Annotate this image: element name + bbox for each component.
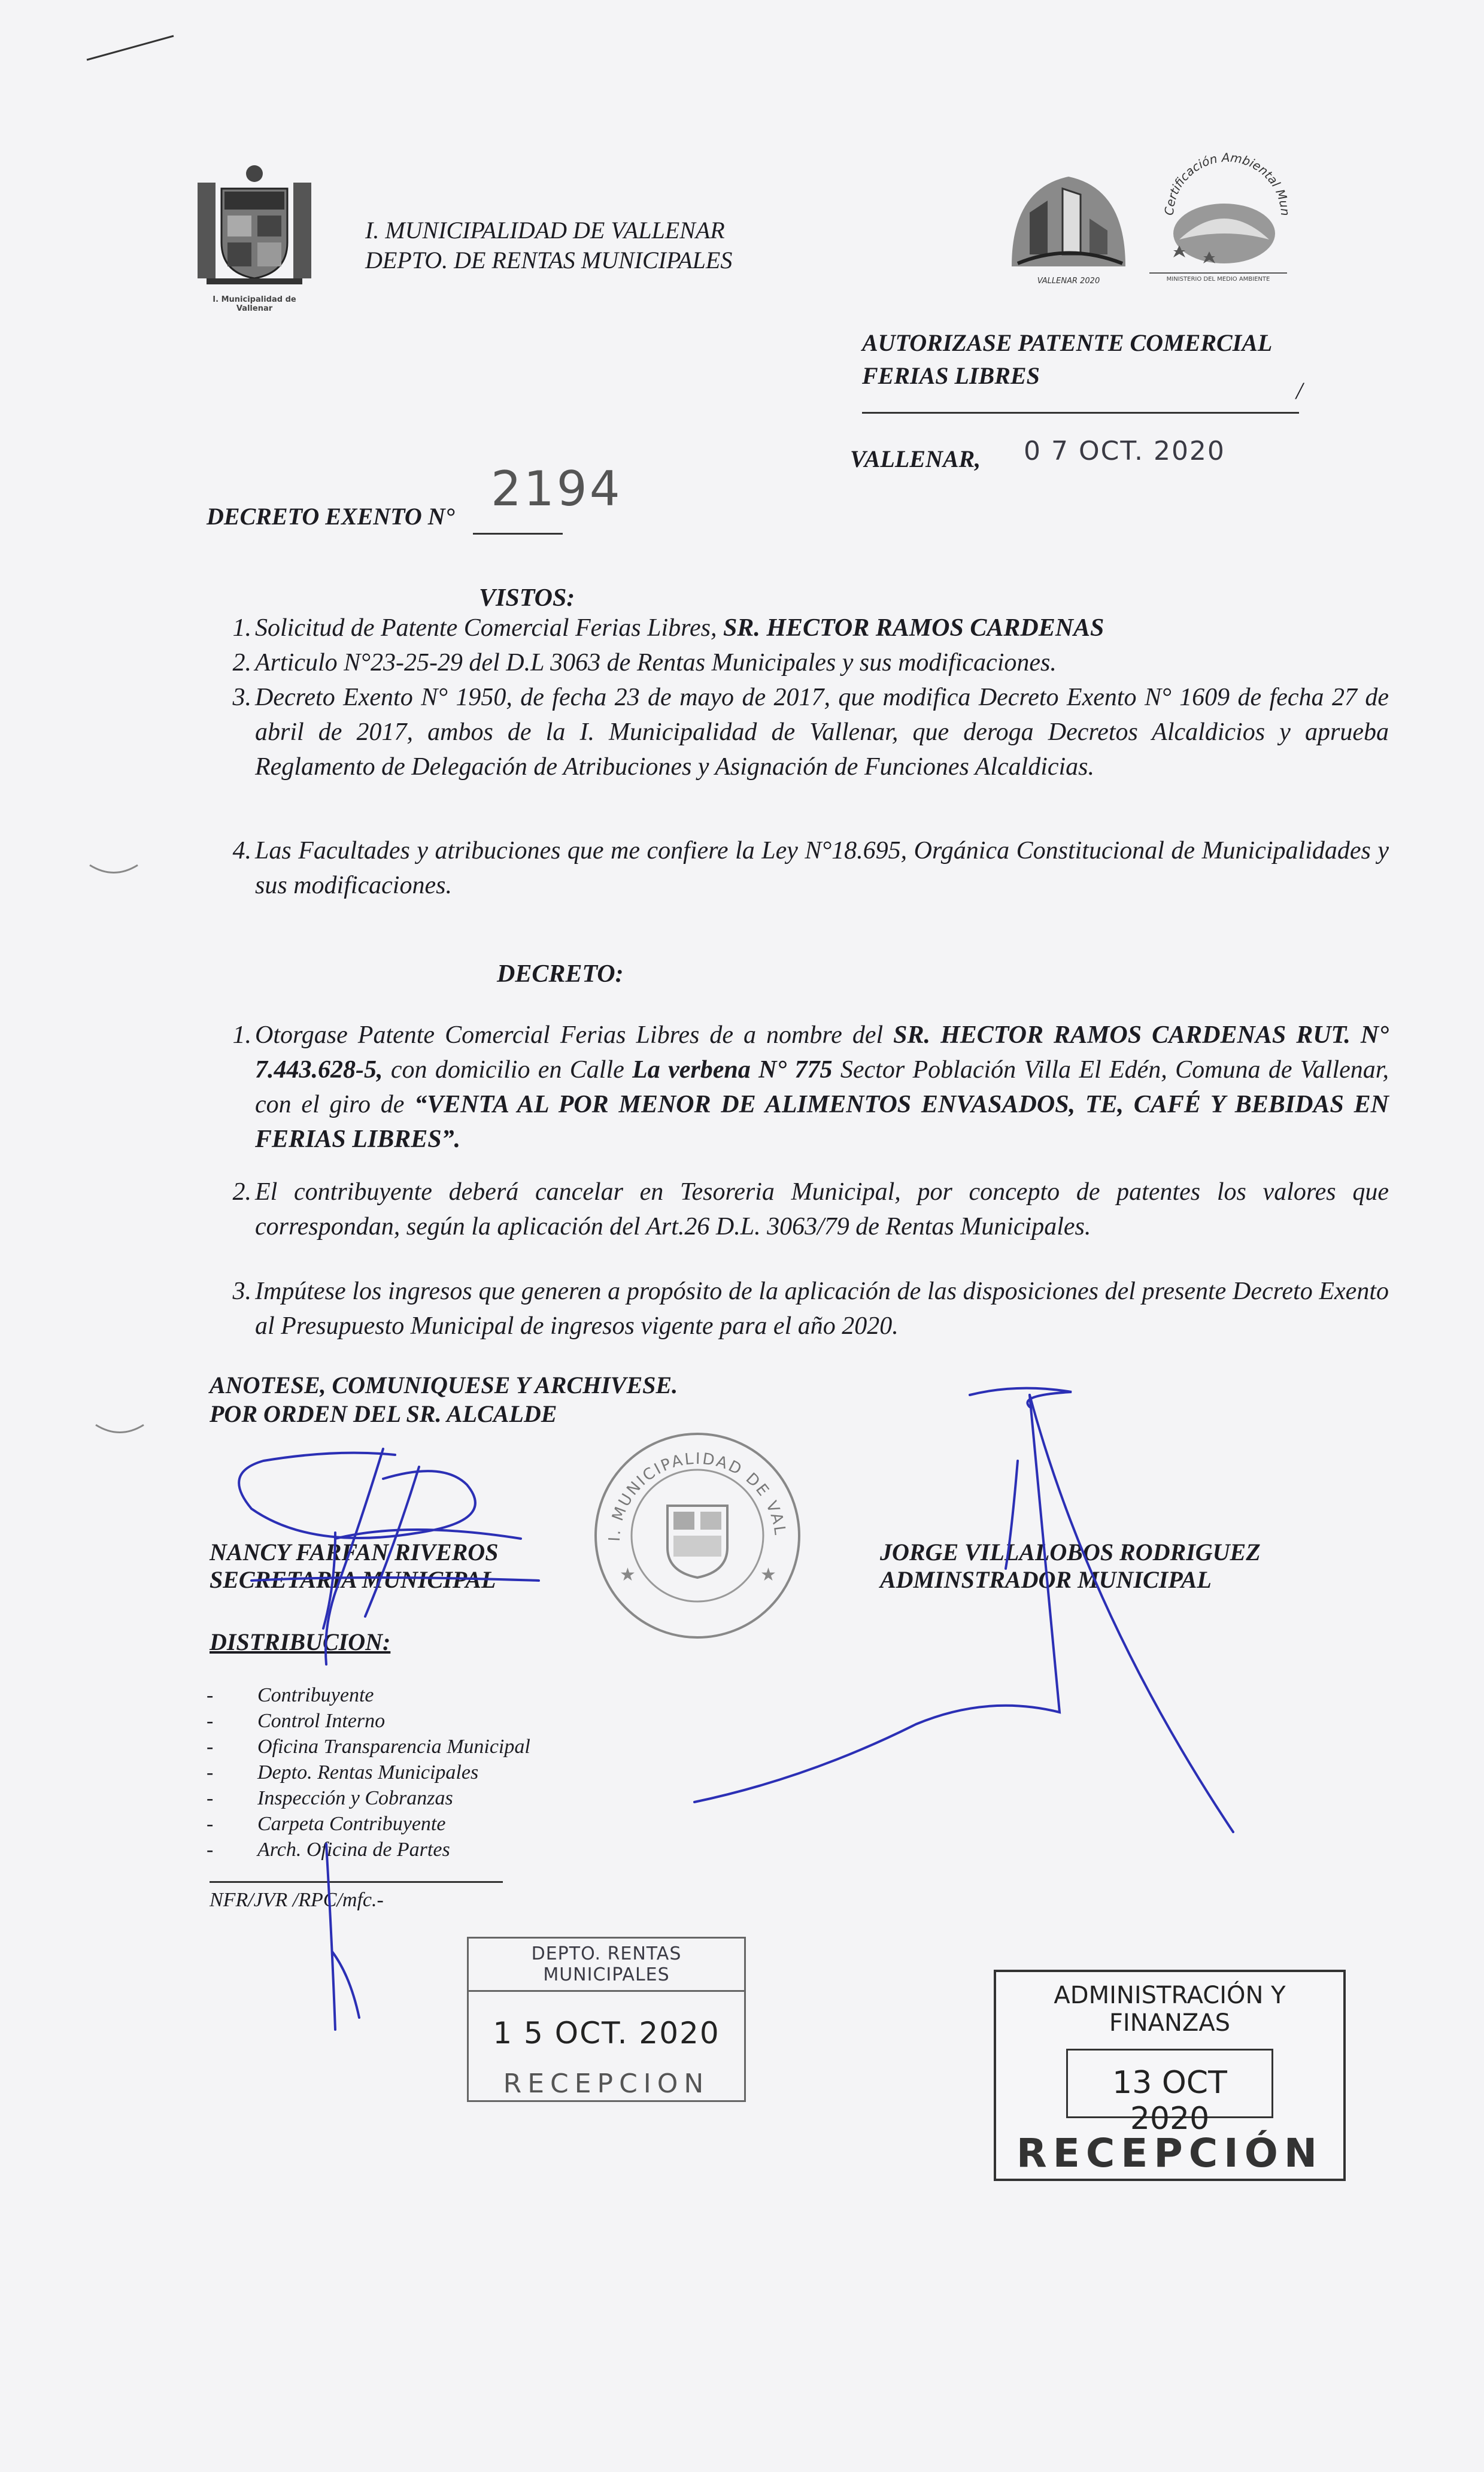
certification-seal-icon	[1149, 150, 1299, 269]
finanzas-stamp-header: ADMINISTRACIÓN Y FINANZAS	[1054, 1982, 1286, 2037]
rentas-stamp-footer: RECEPCION	[503, 2068, 710, 2099]
vistos-item-1: 1. Solicitud de Patente Comercial Ferias Libres, SR. HECTOR RAMOS CARDENAS	[232, 614, 1104, 642]
crest-caption: I. Municipalidad de Vallenar	[213, 295, 296, 313]
closing-line-1: ANOTESE, COMUNIQUESE Y ARCHIVESE.	[210, 1372, 678, 1399]
subject-line-2: FERIAS LIBRES	[862, 362, 1040, 389]
left-signer-title: SECRETARIA MUNICIPAL	[210, 1566, 496, 1593]
municipal-crest	[195, 159, 314, 314]
right-signer-name: JORGE VILLALOBOS RODRIGUEZ	[880, 1539, 1261, 1566]
seal-arc-text: I. MUNICIPALIDAD DE VAL	[605, 1449, 789, 1542]
rentas-stamp-header: DEPTO. RENTAS MUNICIPALES	[469, 1939, 744, 1992]
city-label: VALLENAR,	[850, 445, 981, 472]
closing-block	[210, 1371, 678, 1428]
list-item: - Contribuyente	[207, 1684, 374, 1706]
distribucion-title: DISTRIBUCION:	[210, 1628, 391, 1655]
svg-text:★: ★	[620, 1565, 636, 1585]
certification-logo	[1149, 150, 1305, 293]
list-item: - Oficina Transparencia Municipal	[207, 1736, 530, 1758]
left-signer-name: NANCY FARFAN RIVEROS	[210, 1539, 499, 1566]
vistos-item-2: 2. Articulo N°23-25-29 del D.L 3063 de Rentas Municipales y sus modificaciones.	[232, 649, 1057, 677]
initials: NFR/JVR /RPC/mfc.-	[210, 1889, 384, 1911]
vistos-item-3: 3. Decreto Exento N° 1950, de fecha 23 de mayo de 2017, que modifica Decreto Exento N° 1609 de fecha 27 de abril de 2017, ambos de la I. Municipalidad de Vallenar, que deroga Decretos Alcaldicios y aprueba Reglamento de Delegación de Atribuciones y Asignación de Funciones Alcaldicias.	[232, 684, 1389, 781]
cert-subcaption: MINISTERIO DEL MEDIO AMBIENTE	[1149, 272, 1287, 283]
decreto-item-1: 1. Otorgase Patente Comercial Ferias Libres de a nombre del SR. HECTOR RAMOS CARDENAS RUT. N° 7.443.628-5, con domicilio en Calle La verbena N° 775 Sector Población Villa El Edén, Comuna de Vallenar, con el giro de “VENTA AL POR MENOR DE ALIMENTOS ENVASADOS, TE, CAFÉ Y BEBIDAS EN FERIAS LIBRES”.	[232, 1021, 1389, 1153]
logo-year-caption: VALLENAR 2020	[1037, 277, 1100, 286]
right-signature	[880, 1539, 1261, 1594]
svg-text:★: ★	[760, 1565, 776, 1585]
department-name: DEPTO. DE RENTAS MUNICIPALES	[365, 247, 733, 274]
subject-underline	[862, 412, 1299, 414]
finanzas-stamp-date: 13 OCT 2020	[1112, 2065, 1227, 2137]
decree-label: DECRETO EXENTO N°	[207, 503, 455, 530]
rentas-stamp-date: 1 5 OCT. 2020	[493, 2016, 720, 2051]
finanzas-stamp-footer: RECEPCIÓN	[1016, 2130, 1324, 2176]
crest-icon	[195, 159, 314, 287]
margin-marks	[90, 865, 144, 1433]
finanzas-reception-stamp	[994, 1970, 1346, 2181]
subject-block	[862, 326, 1272, 392]
official-seal	[584, 1422, 811, 1649]
finanzas-date-box	[1066, 2049, 1273, 2137]
subject-slash: /	[1296, 377, 1303, 404]
decreto-title: DECRETO:	[497, 960, 624, 988]
scan-mark	[84, 24, 180, 66]
closing-line-2: POR ORDEN DEL SR. ALCALDE	[210, 1400, 557, 1427]
seal-icon	[584, 1422, 811, 1649]
header-block	[365, 216, 732, 275]
distribucion-list	[207, 1682, 530, 1863]
decree-underline	[473, 533, 563, 535]
list-item: - Depto. Rentas Municipales	[207, 1761, 479, 1784]
vallenar-2020-logo	[1006, 165, 1131, 290]
decreto-item-2: 2. El contribuyente deberá cancelar en Tesoreria Municipal, por concepto de patentes los valores que correspondan, según la aplicación del Art.26 D.L. 3063/79 de Rentas Municipales.	[232, 1178, 1389, 1240]
vistos-title: VISTOS:	[479, 584, 575, 612]
left-signature	[210, 1539, 498, 1594]
date-stamp: 0 7 OCT. 2020	[1024, 436, 1225, 466]
decree-number: 2194	[491, 461, 623, 517]
municipality-name: I. MUNICIPALIDAD DE VALLENAR	[365, 217, 725, 244]
cert-arc-text: Certificación Ambiental Mun	[1161, 150, 1293, 217]
distribucion-underline	[210, 1881, 503, 1883]
signature-stroke-initials	[326, 1844, 359, 2030]
list-item: - Carpeta Contribuyente	[207, 1813, 446, 1835]
rentas-reception-stamp	[467, 1937, 746, 2102]
right-signer-title: ADMINSTRADOR MUNICIPAL	[880, 1566, 1212, 1593]
list-item: - Control Interno	[207, 1710, 386, 1732]
vistos-item-4: 4. Las Facultades y atribuciones que me confiere la Ley N°18.695, Orgánica Constitucional de Municipalidades y sus modificaciones.	[232, 837, 1389, 899]
subject-line-1: AUTORIZASE PATENTE COMERCIAL	[862, 329, 1273, 356]
list-item: - Inspección y Cobranzas	[207, 1787, 453, 1809]
list-item: - Arch. Oficina de Partes	[207, 1839, 450, 1861]
decreto-item-3: 3. Impútese los ingresos que generen a propósito de la aplicación de las disposiciones del presente Decreto Exento al Presupuesto Municipal de ingresos vigente para el año 2020.	[232, 1278, 1389, 1340]
city-logo-icon	[1006, 165, 1131, 278]
